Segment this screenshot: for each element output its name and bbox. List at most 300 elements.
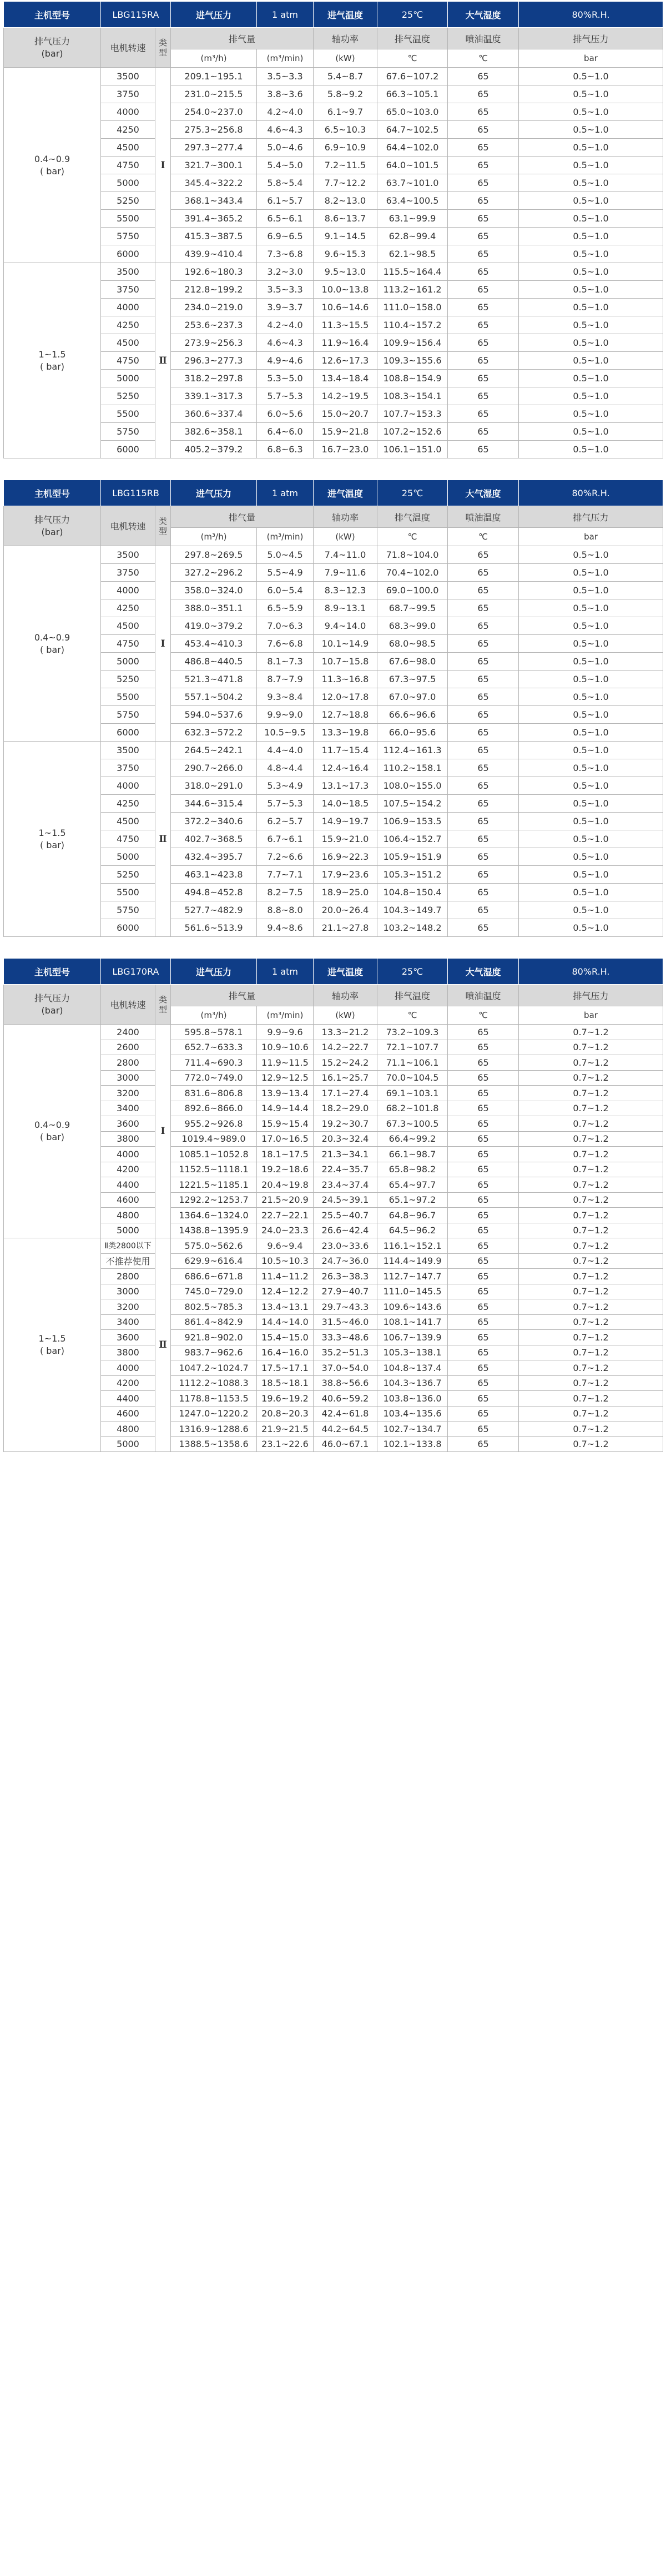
exhaust-temp-cell: 67.0~97.0 xyxy=(377,688,448,706)
shaft-power-cell: 11.9~16.4 xyxy=(314,334,377,352)
humidity-label: 大气湿度 xyxy=(448,959,519,985)
exhaust-pressure-cell: 0.5~1.0 xyxy=(519,688,663,706)
table-row xyxy=(4,1421,663,1437)
oil-temp-cell: 65 xyxy=(448,121,519,139)
motor-speed-cell: 3800 xyxy=(101,1345,155,1360)
motor-speed-cell: 3600 xyxy=(101,1330,155,1345)
exhaust-pressure-cell: 0.7~1.2 xyxy=(519,1147,663,1162)
motor-speed-cell: 4500 xyxy=(101,813,155,830)
exhaust-temp-cell: 112.4~161.3 xyxy=(377,742,448,759)
exhaust-temp-cell: 111.0~145.5 xyxy=(377,1284,448,1299)
shaft-power-cell: 38.8~56.6 xyxy=(314,1375,377,1391)
table-row xyxy=(4,688,663,706)
displacement-m3min-cell: 4.6~4.3 xyxy=(257,121,314,139)
exhaust-pressure-cell: 0.5~1.0 xyxy=(519,387,663,405)
table-row xyxy=(4,299,663,316)
exhaust-pressure-cell: 0.5~1.0 xyxy=(519,759,663,777)
displacement-m3min-cell: 5.7~5.3 xyxy=(257,387,314,405)
oil-temp-cell: 65 xyxy=(448,1238,519,1254)
model-label: 主机型号 xyxy=(4,480,101,506)
displacement-m3min-cell: 5.0~4.5 xyxy=(257,546,314,564)
oil-temp-cell: 65 xyxy=(448,1391,519,1407)
table-row xyxy=(4,1406,663,1421)
oil-temp-cell: 65 xyxy=(448,1208,519,1223)
exhaust-temp-cell: 103.8~136.0 xyxy=(377,1391,448,1407)
displacement-m3min-cell: 4.4~4.0 xyxy=(257,742,314,759)
motor-speed-cell: 4200 xyxy=(101,1162,155,1177)
displacement-m3h-cell: 1364.6~1324.0 xyxy=(171,1208,257,1223)
displacement-m3h-cell: 686.6~671.8 xyxy=(171,1269,257,1284)
exhaust-pressure-cell: 0.5~1.0 xyxy=(519,795,663,813)
exhaust-temp-cell: 70.0~104.5 xyxy=(377,1070,448,1086)
exhaust-temp-cell: 70.4~102.0 xyxy=(377,564,448,582)
exhaust-pressure-cell: 0.7~1.2 xyxy=(519,1345,663,1360)
table-row xyxy=(4,263,663,281)
pressure-group-cell xyxy=(4,263,101,458)
unit-celsius: ℃ xyxy=(377,1006,448,1025)
exhaust-temp-header: 排气温度 xyxy=(377,985,448,1006)
column-header-row xyxy=(4,506,663,528)
exhaust-temp-cell: 110.4~157.2 xyxy=(377,316,448,334)
exhaust-temp-cell: 66.6~96.6 xyxy=(377,706,448,724)
exhaust-temp-cell: 107.7~153.3 xyxy=(377,405,448,423)
table-row xyxy=(4,546,663,564)
displacement-m3h-cell: 318.2~297.8 xyxy=(171,370,257,387)
model-value: LBG115RA xyxy=(101,2,171,28)
exhaust-temp-cell: 105.9~151.9 xyxy=(377,848,448,866)
displacement-m3min-cell: 3.2~3.0 xyxy=(257,263,314,281)
exhaust-pressure-unit: (bar) xyxy=(41,1005,63,1016)
exhaust-temp-cell: 107.2~152.6 xyxy=(377,423,448,441)
displacement-m3h-cell: 1152.5~1118.1 xyxy=(171,1162,257,1177)
oil-temp-cell: 65 xyxy=(448,759,519,777)
exhaust-temp-cell: 104.3~149.7 xyxy=(377,901,448,919)
shaft-power-cell: 20.0~26.4 xyxy=(314,901,377,919)
table-row xyxy=(4,103,663,121)
shaft-power-cell: 26.3~38.3 xyxy=(314,1269,377,1284)
table-row xyxy=(4,139,663,157)
oil-temp-cell: 65 xyxy=(448,724,519,742)
table-row xyxy=(4,245,663,263)
table-row xyxy=(4,1025,663,1040)
type-header: 类型 xyxy=(155,28,171,68)
table-row xyxy=(4,653,663,671)
oil-temp-cell: 65 xyxy=(448,1360,519,1376)
displacement-m3h-cell: 358.0~324.0 xyxy=(171,582,257,599)
oil-temp-cell: 65 xyxy=(448,103,519,121)
motor-speed-cell: 3750 xyxy=(101,759,155,777)
displacement-m3h-cell: 861.4~842.9 xyxy=(171,1314,257,1330)
spec-table-lbg170ra xyxy=(3,958,663,1452)
exhaust-temp-cell: 67.3~100.5 xyxy=(377,1116,448,1132)
shaft-power-cell: 16.1~25.7 xyxy=(314,1070,377,1086)
exhaust-temp-header: 排气温度 xyxy=(377,28,448,49)
displacement-m3min-cell: 9.3~8.4 xyxy=(257,688,314,706)
oil-temp-cell: 65 xyxy=(448,742,519,759)
exhaust-temp-cell: 64.7~102.5 xyxy=(377,121,448,139)
oil-temp-cell: 65 xyxy=(448,245,519,263)
table-row xyxy=(4,281,663,299)
displacement-m3h-cell: 494.8~452.8 xyxy=(171,884,257,901)
displacement-m3h-cell: 368.1~343.4 xyxy=(171,192,257,210)
intake-temp-label: 进气温度 xyxy=(314,480,377,506)
header-row xyxy=(4,480,663,506)
displacement-m3min-cell: 21.9~21.5 xyxy=(257,1421,314,1437)
displacement-m3min-cell: 17.5~17.1 xyxy=(257,1360,314,1376)
oil-temp-cell: 65 xyxy=(448,617,519,635)
unit-kw: (kW) xyxy=(314,1006,377,1025)
exhaust-pressure-cell: 0.7~1.2 xyxy=(519,1131,663,1147)
shaft-power-cell: 15.2~24.2 xyxy=(314,1055,377,1071)
shaft-power-cell: 29.7~43.3 xyxy=(314,1299,377,1315)
exhaust-pressure-cell: 0.5~1.0 xyxy=(519,245,663,263)
motor-speed-cell: 5000 xyxy=(101,174,155,192)
shaft-power-cell: 37.0~54.0 xyxy=(314,1360,377,1376)
oil-temp-cell: 65 xyxy=(448,671,519,688)
table-row xyxy=(4,1101,663,1116)
exhaust-temp-cell: 103.4~135.6 xyxy=(377,1406,448,1421)
table-row xyxy=(4,1314,663,1330)
motor-speed-cell: 3200 xyxy=(101,1086,155,1101)
oil-temp-cell: 65 xyxy=(448,139,519,157)
shaft-power-cell: 33.3~48.6 xyxy=(314,1330,377,1345)
shaft-power-cell: 8.9~13.1 xyxy=(314,599,377,617)
displacement-m3min-cell: 9.6~9.4 xyxy=(257,1238,314,1254)
exhaust-temp-cell: 106.7~139.9 xyxy=(377,1330,448,1345)
oil-temp-cell: 65 xyxy=(448,653,519,671)
exhaust-temp-cell: 108.3~154.1 xyxy=(377,387,448,405)
table-row xyxy=(4,671,663,688)
displacement-m3h-cell: 1247.0~1220.2 xyxy=(171,1406,257,1421)
table-row xyxy=(4,866,663,884)
exhaust-temp-cell: 103.2~148.2 xyxy=(377,919,448,937)
table-row xyxy=(4,334,663,352)
table-row xyxy=(4,423,663,441)
table-row xyxy=(4,1269,663,1284)
unit-m3h: (m³/h) xyxy=(171,528,257,546)
displacement-m3min-cell: 7.3~6.8 xyxy=(257,245,314,263)
table-row xyxy=(4,564,663,582)
table-row xyxy=(4,884,663,901)
oil-temp-cell: 65 xyxy=(448,848,519,866)
displacement-m3h-cell: 273.9~256.3 xyxy=(171,334,257,352)
exhaust-temp-cell: 104.3~136.7 xyxy=(377,1375,448,1391)
exhaust-pressure-cell: 0.7~1.2 xyxy=(519,1375,663,1391)
exhaust-temp-cell: 69.1~103.1 xyxy=(377,1086,448,1101)
oil-temp-cell: 65 xyxy=(448,919,519,937)
displacement-m3min-cell: 18.1~17.5 xyxy=(257,1147,314,1162)
shaft-power-cell: 24.5~39.1 xyxy=(314,1192,377,1208)
oil-temp-cell: 65 xyxy=(448,1192,519,1208)
oil-temp-cell: 65 xyxy=(448,777,519,795)
shaft-power-cell: 23.0~33.6 xyxy=(314,1238,377,1254)
shaft-power-cell: 14.2~19.5 xyxy=(314,387,377,405)
exhaust-pressure-cell: 0.7~1.2 xyxy=(519,1436,663,1452)
motor-speed-cell: 4000 xyxy=(101,777,155,795)
unit-celsius-oil: ℃ xyxy=(448,1006,519,1025)
displacement-m3h-cell: 955.2~926.8 xyxy=(171,1116,257,1132)
pressure-unit: ( bar) xyxy=(39,839,65,850)
exhaust-temp-cell: 113.2~161.2 xyxy=(377,281,448,299)
shaft-power-cell: 13.4~18.4 xyxy=(314,370,377,387)
table-row xyxy=(4,1391,663,1407)
motor-speed-cell: 4500 xyxy=(101,334,155,352)
exhaust-pressure-cell: 0.5~1.0 xyxy=(519,334,663,352)
displacement-m3h-cell: 405.2~379.2 xyxy=(171,441,257,458)
oil-temp-cell: 65 xyxy=(448,387,519,405)
exhaust-pressure-cell: 0.5~1.0 xyxy=(519,85,663,103)
exhaust-pressure-cell: 0.5~1.0 xyxy=(519,742,663,759)
displacement-m3h-cell: 327.2~296.2 xyxy=(171,564,257,582)
exhaust-temp-cell: 115.5~164.4 xyxy=(377,263,448,281)
exhaust-temp-cell: 109.9~156.4 xyxy=(377,334,448,352)
intake-temp-value: 25℃ xyxy=(377,959,448,985)
displacement-m3h-cell: 1388.5~1358.6 xyxy=(171,1436,257,1452)
displacement-m3min-cell: 6.0~5.6 xyxy=(257,405,314,423)
exhaust-pressure-cell: 0.5~1.0 xyxy=(519,919,663,937)
oil-temp-cell: 65 xyxy=(448,1177,519,1193)
displacement-m3h-cell: 321.7~300.1 xyxy=(171,157,257,174)
exhaust-pressure-cell: 0.7~1.2 xyxy=(519,1055,663,1071)
type-cell: Ⅰ xyxy=(155,68,171,263)
displacement-m3h-cell: 402.7~368.5 xyxy=(171,830,257,848)
displacement-m3min-cell: 20.8~20.3 xyxy=(257,1406,314,1421)
exhaust-pressure-cell: 0.5~1.0 xyxy=(519,121,663,139)
exhaust-pressure-cell: 0.7~1.2 xyxy=(519,1025,663,1040)
displacement-m3h-cell: 527.7~482.9 xyxy=(171,901,257,919)
exhaust-pressure-cell: 0.7~1.2 xyxy=(519,1253,663,1269)
exhaust-pressure-header xyxy=(4,985,101,1025)
unit-m3min: (m³/min) xyxy=(257,1006,314,1025)
motor-speed-cell: 5500 xyxy=(101,405,155,423)
motor-speed-cell: 2600 xyxy=(101,1040,155,1055)
displacement-m3h-cell: 463.1~423.8 xyxy=(171,866,257,884)
motor-speed-cell: 5500 xyxy=(101,688,155,706)
exhaust-pressure-cell: 0.5~1.0 xyxy=(519,599,663,617)
shaft-power-cell: 12.6~17.3 xyxy=(314,352,377,370)
displacement-m3min-cell: 6.2~5.7 xyxy=(257,813,314,830)
displacement-m3h-cell: 892.6~866.0 xyxy=(171,1101,257,1116)
displacement-m3min-cell: 5.3~4.9 xyxy=(257,777,314,795)
oil-temp-cell: 65 xyxy=(448,1375,519,1391)
oil-temp-cell: 65 xyxy=(448,635,519,653)
exhaust-pressure-header xyxy=(4,28,101,68)
displacement-header: 排气量 xyxy=(171,985,314,1006)
table-row xyxy=(4,1330,663,1345)
unit-bar: bar xyxy=(519,49,663,68)
displacement-m3min-cell: 6.4~6.0 xyxy=(257,423,314,441)
shaft-power-cell: 9.5~13.0 xyxy=(314,263,377,281)
exhaust-temp-cell: 64.4~102.0 xyxy=(377,139,448,157)
shaft-power-cell: 16.7~23.0 xyxy=(314,441,377,458)
oil-temp-cell: 65 xyxy=(448,1406,519,1421)
unit-celsius: ℃ xyxy=(377,49,448,68)
displacement-m3h-cell: 1316.9~1288.6 xyxy=(171,1421,257,1437)
oil-temp-cell: 65 xyxy=(448,85,519,103)
table-row xyxy=(4,795,663,813)
table-row xyxy=(4,1375,663,1391)
displacement-m3h-cell: 297.3~277.4 xyxy=(171,139,257,157)
oil-temp-cell: 65 xyxy=(448,688,519,706)
exhaust-temp-cell: 66.0~95.6 xyxy=(377,724,448,742)
motor-speed-cell: 5000 xyxy=(101,1436,155,1452)
oil-temp-cell: 65 xyxy=(448,546,519,564)
motor-speed-cell: 6000 xyxy=(101,245,155,263)
displacement-m3min-cell: 9.9~9.6 xyxy=(257,1025,314,1040)
shaft-power-cell: 11.7~15.4 xyxy=(314,742,377,759)
exhaust-temp-cell: 106.1~151.0 xyxy=(377,441,448,458)
displacement-m3h-cell: 629.9~616.4 xyxy=(171,1253,257,1269)
oil-temp-cell: 65 xyxy=(448,795,519,813)
shaft-power-cell: 22.4~35.7 xyxy=(314,1162,377,1177)
exhaust-temp-cell: 73.2~109.3 xyxy=(377,1025,448,1040)
displacement-m3min-cell: 6.0~5.4 xyxy=(257,582,314,599)
pressure-unit: ( bar) xyxy=(39,1132,65,1142)
exhaust-temp-cell: 105.3~138.1 xyxy=(377,1345,448,1360)
exhaust-temp-cell: 102.7~134.7 xyxy=(377,1421,448,1437)
table-row xyxy=(4,192,663,210)
unit-celsius: ℃ xyxy=(377,528,448,546)
column-header-row xyxy=(4,28,663,49)
motor-speed-cell: 4500 xyxy=(101,139,155,157)
motor-speed-cell: 3000 xyxy=(101,1284,155,1299)
motor-speed-cell: 4750 xyxy=(101,635,155,653)
displacement-m3h-cell: 192.6~180.3 xyxy=(171,263,257,281)
displacement-m3min-cell: 17.0~16.5 xyxy=(257,1131,314,1147)
shaft-power-cell: 14.0~18.5 xyxy=(314,795,377,813)
motor-speed-cell: 5000 xyxy=(101,848,155,866)
motor-speed-cell: 4600 xyxy=(101,1192,155,1208)
shaft-power-cell: 6.9~10.9 xyxy=(314,139,377,157)
displacement-m3h-cell: 595.8~578.1 xyxy=(171,1025,257,1040)
displacement-header: 排气量 xyxy=(171,506,314,528)
shaft-power-cell: 8.6~13.7 xyxy=(314,210,377,228)
pressure-range: 0.4~0.9 xyxy=(34,153,70,164)
spec-table-lbg115ra xyxy=(3,1,663,458)
exhaust-pressure-header xyxy=(4,506,101,546)
motor-speed-cell: 4800 xyxy=(101,1421,155,1437)
shaft-power-cell: 21.1~27.8 xyxy=(314,919,377,937)
shaft-power-cell: 35.2~51.3 xyxy=(314,1345,377,1360)
shaft-power-cell: 23.4~37.4 xyxy=(314,1177,377,1193)
oil-temp-cell: 65 xyxy=(448,1314,519,1330)
header-row xyxy=(4,2,663,28)
shaft-power-cell: 17.9~23.6 xyxy=(314,866,377,884)
exhaust-pressure-cell: 0.5~1.0 xyxy=(519,617,663,635)
displacement-m3h-cell: 921.8~902.0 xyxy=(171,1330,257,1345)
oil-temp-header: 喷油温度 xyxy=(448,985,519,1006)
displacement-m3min-cell: 7.0~6.3 xyxy=(257,617,314,635)
displacement-m3h-cell: 575.0~562.6 xyxy=(171,1238,257,1254)
oil-temp-cell: 65 xyxy=(448,68,519,85)
motor-speed-header: 电机转速 xyxy=(101,506,155,546)
exhaust-temp-cell: 106.9~153.5 xyxy=(377,813,448,830)
displacement-m3h-cell: 1112.2~1088.3 xyxy=(171,1375,257,1391)
displacement-m3min-cell: 4.6~4.3 xyxy=(257,334,314,352)
table-row xyxy=(4,370,663,387)
table-row xyxy=(4,724,663,742)
exhaust-pressure-cell: 0.5~1.0 xyxy=(519,866,663,884)
motor-speed-cell: 4500 xyxy=(101,617,155,635)
shaft-power-cell: 8.2~13.0 xyxy=(314,192,377,210)
motor-speed-cell: 4250 xyxy=(101,316,155,334)
exhaust-pressure-label: 排气压力 xyxy=(34,514,70,525)
type-cell: Ⅱ xyxy=(155,742,171,937)
table-row xyxy=(4,813,663,830)
pressure-unit: ( bar) xyxy=(39,644,65,655)
pressure-range: 0.4~0.9 xyxy=(34,1120,70,1130)
motor-speed-cell: 6000 xyxy=(101,919,155,937)
unit-m3min: (m³/min) xyxy=(257,49,314,68)
displacement-m3h-cell: 372.2~340.6 xyxy=(171,813,257,830)
oil-temp-cell: 65 xyxy=(448,1116,519,1132)
shaft-power-cell: 8.3~12.3 xyxy=(314,582,377,599)
motor-speed-header: 电机转速 xyxy=(101,28,155,68)
shaft-power-cell: 20.3~32.4 xyxy=(314,1131,377,1147)
displacement-m3min-cell: 3.5~3.3 xyxy=(257,68,314,85)
shaft-power-cell: 21.3~34.1 xyxy=(314,1147,377,1162)
exhaust-temp-header: 排气温度 xyxy=(377,506,448,528)
displacement-m3h-cell: 711.4~690.3 xyxy=(171,1055,257,1071)
shaft-power-cell: 44.2~64.5 xyxy=(314,1421,377,1437)
oil-temp-cell: 65 xyxy=(448,263,519,281)
exhaust-temp-cell: 64.8~96.7 xyxy=(377,1208,448,1223)
exhaust-temp-cell: 102.1~133.8 xyxy=(377,1436,448,1452)
shaft-power-cell: 10.1~14.9 xyxy=(314,635,377,653)
exhaust-temp-cell: 64.0~101.5 xyxy=(377,157,448,174)
oil-temp-cell: 65 xyxy=(448,299,519,316)
oil-temp-cell: 65 xyxy=(448,1223,519,1238)
displacement-m3min-cell: 11.4~11.2 xyxy=(257,1269,314,1284)
exhaust-temp-cell: 109.6~143.6 xyxy=(377,1299,448,1315)
motor-speed-cell: 4000 xyxy=(101,1360,155,1376)
humidity-value: 80%R.H. xyxy=(519,2,663,28)
exhaust-pressure-cell: 0.5~1.0 xyxy=(519,352,663,370)
exhaust-pressure-cell: 0.5~1.0 xyxy=(519,582,663,599)
shaft-power-header: 轴功率 xyxy=(314,985,377,1006)
humidity-value: 80%R.H. xyxy=(519,480,663,506)
pressure-unit: ( bar) xyxy=(39,165,65,177)
shaft-power-cell: 6.5~10.3 xyxy=(314,121,377,139)
displacement-m3min-cell: 16.4~16.0 xyxy=(257,1345,314,1360)
shaft-power-cell: 27.9~40.7 xyxy=(314,1284,377,1299)
exhaust-pressure-cell: 0.7~1.2 xyxy=(519,1360,663,1376)
exhaust-pressure-cell: 0.5~1.0 xyxy=(519,405,663,423)
displacement-m3min-cell: 21.5~20.9 xyxy=(257,1192,314,1208)
displacement-m3min-cell: 5.0~4.6 xyxy=(257,139,314,157)
oil-temp-cell: 65 xyxy=(448,1025,519,1040)
displacement-m3h-cell: 231.0~215.5 xyxy=(171,85,257,103)
table-row xyxy=(4,582,663,599)
displacement-header: 排气量 xyxy=(171,28,314,49)
table-row xyxy=(4,85,663,103)
table-row xyxy=(4,1360,663,1376)
table-row xyxy=(4,1070,663,1086)
shaft-power-cell: 12.0~17.8 xyxy=(314,688,377,706)
intake-temp-value: 25℃ xyxy=(377,2,448,28)
displacement-m3h-cell: 297.8~269.5 xyxy=(171,546,257,564)
shaft-power-cell: 15.0~20.7 xyxy=(314,405,377,423)
exhaust-temp-cell: 116.1~152.1 xyxy=(377,1238,448,1254)
pressure-group-cell xyxy=(4,742,101,937)
table-row xyxy=(4,901,663,919)
displacement-m3min-cell: 18.5~18.1 xyxy=(257,1375,314,1391)
oil-temp-cell: 65 xyxy=(448,1436,519,1452)
oil-temp-cell: 65 xyxy=(448,1070,519,1086)
oil-temp-cell: 65 xyxy=(448,1162,519,1177)
oil-temp-cell: 65 xyxy=(448,174,519,192)
intake-pressure-label: 进气压力 xyxy=(171,2,257,28)
